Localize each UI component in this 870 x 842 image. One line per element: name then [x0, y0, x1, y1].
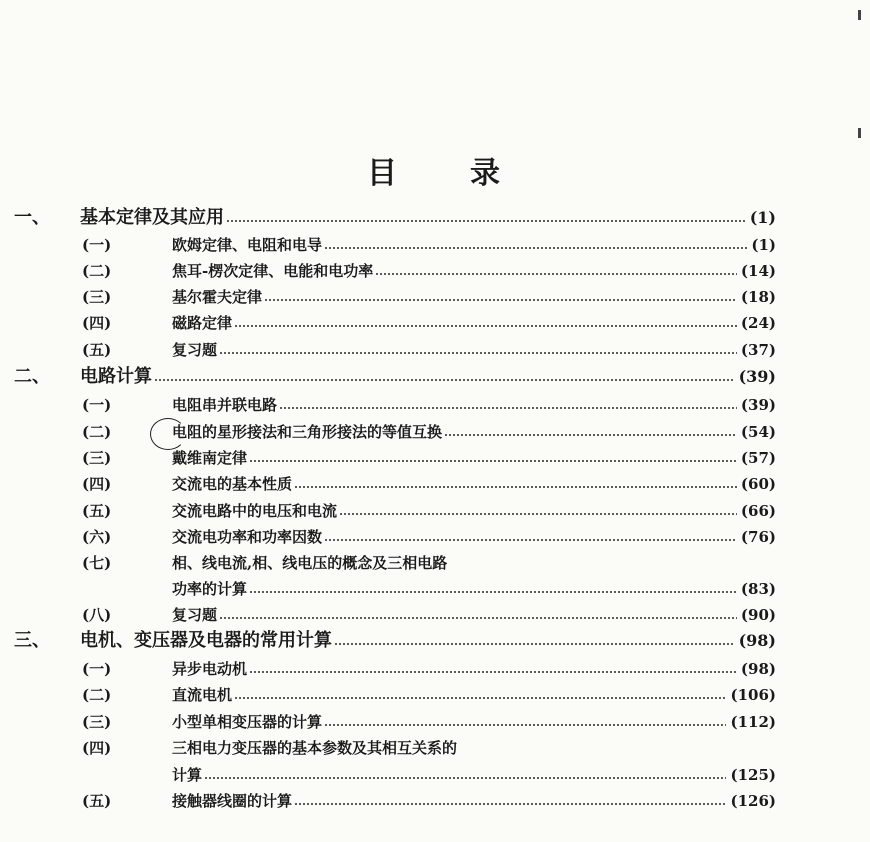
toc-section-entry	[0, 445, 870, 471]
entry-page-number: (126)	[730, 792, 776, 810]
entry-page-number: (18)	[740, 288, 776, 306]
entry-title: 电机、变压器及电器的常用计算	[80, 630, 332, 651]
toc-section-entry	[0, 284, 870, 310]
entry-number: (四)	[82, 739, 112, 757]
entry-page-number: (1)	[749, 208, 776, 227]
entry-title: 电路计算	[80, 366, 152, 387]
entry-title: 基本定律及其应用	[80, 207, 224, 228]
entry-page-number: (76)	[740, 528, 776, 546]
entry-number: (五)	[82, 792, 112, 810]
entry-title: 焦耳-楞次定律、电能和电功率	[172, 262, 374, 280]
entry-number: (三)	[82, 713, 112, 731]
entry-page-number: (37)	[740, 341, 776, 359]
leader-dots	[249, 591, 737, 593]
entry-page-number: (57)	[740, 449, 776, 467]
entry-page-number: (66)	[740, 502, 776, 520]
leader-dots	[339, 513, 737, 515]
entry-title: 欧姆定律、电阻和电导	[172, 236, 323, 254]
toc-section-entry	[0, 524, 870, 550]
leader-dots	[249, 460, 737, 462]
scan-speck	[858, 10, 861, 20]
entry-number: 二、	[14, 366, 50, 387]
leader-dots	[219, 617, 737, 619]
entry-number: (一)	[82, 396, 112, 414]
leader-dots	[219, 352, 737, 354]
leader-dots	[375, 273, 737, 275]
entry-title: 复习题	[172, 341, 218, 359]
entry-title: 交流电路中的电压和电流	[172, 502, 338, 520]
entry-title: 交流电功率和功率因数	[172, 528, 323, 546]
entry-title: 计算	[172, 766, 203, 784]
entry-number: (八)	[82, 606, 112, 624]
toc-section-entry	[0, 602, 870, 628]
entry-title: 电阻的星形接法和三角形接法的等值互换	[172, 423, 443, 441]
entry-title: 异步电动机	[172, 660, 248, 678]
entry-title: 直流电机	[172, 686, 233, 704]
entry-page-number: (24)	[740, 314, 776, 332]
leader-dots	[204, 777, 726, 779]
page-title	[0, 148, 870, 192]
entry-number: (三)	[82, 288, 112, 306]
toc-section-entry	[0, 471, 870, 497]
leader-dots	[334, 643, 735, 645]
leader-dots	[234, 697, 726, 699]
leader-dots	[294, 486, 737, 488]
entry-page-number: (125)	[730, 766, 776, 784]
toc-section-entry	[0, 682, 870, 708]
entry-title: 电阻串并联电路	[172, 396, 278, 414]
leader-dots	[226, 220, 746, 222]
toc-section-entry	[0, 392, 870, 418]
entry-number: (一)	[82, 236, 112, 254]
entry-page-number: (14)	[740, 262, 776, 280]
entry-title: 戴维南定律	[172, 449, 248, 467]
entry-page-number: (106)	[730, 686, 776, 704]
entry-number: (五)	[82, 341, 112, 359]
toc-section-entry	[0, 337, 870, 363]
leader-dots	[294, 803, 726, 805]
entry-number: (一)	[82, 660, 112, 678]
handwritten-circle-mark	[150, 418, 186, 450]
leader-dots	[154, 379, 735, 381]
toc-chapter-entry	[0, 628, 870, 654]
title-char-1: 目	[367, 156, 400, 191]
leader-dots	[444, 434, 737, 436]
entry-title: 交流电的基本性质	[172, 475, 293, 493]
scan-speck	[858, 128, 861, 138]
toc-section-entry	[0, 576, 870, 602]
toc-chapter-entry	[0, 205, 870, 231]
leader-dots	[234, 325, 737, 327]
toc-section-entry	[0, 310, 870, 336]
entry-page-number: (98)	[738, 631, 776, 650]
entry-number: (四)	[82, 314, 112, 332]
entry-page-number: (1)	[751, 236, 776, 254]
leader-dots	[324, 724, 726, 726]
entry-title: 基尔霍夫定律	[172, 288, 263, 306]
entry-page-number: (39)	[738, 367, 776, 386]
entry-page-number: (60)	[740, 475, 776, 493]
entry-page-number: (112)	[730, 713, 776, 731]
entry-page-number: (90)	[740, 606, 776, 624]
entry-number: (二)	[82, 423, 112, 441]
entry-number: (三)	[82, 449, 112, 467]
entry-number: (二)	[82, 262, 112, 280]
leader-dots	[324, 539, 737, 541]
title-char-2: 录	[470, 156, 503, 191]
entry-number: (二)	[82, 686, 112, 704]
entry-page-number: (54)	[740, 423, 776, 441]
leader-dots	[249, 671, 737, 673]
entry-number: 三、	[14, 630, 50, 651]
entry-page-number: (83)	[740, 580, 776, 598]
toc-section-entry	[0, 419, 870, 445]
entry-title: 接触器线圈的计算	[172, 792, 293, 810]
entry-page-number: (98)	[740, 660, 776, 678]
toc-section-entry	[0, 498, 870, 524]
toc-section-entry	[0, 762, 870, 788]
entry-title: 三相电力变压器的基本参数及其相互关系的	[172, 739, 458, 757]
toc-section-entry	[0, 258, 870, 284]
entry-number: (五)	[82, 502, 112, 520]
entry-title: 复习题	[172, 606, 218, 624]
leader-dots	[324, 247, 747, 249]
toc-section-entry	[0, 656, 870, 682]
entry-title: 相、线电流,相、线电压的概念及三相电路	[172, 554, 448, 572]
toc-section-entry	[0, 232, 870, 258]
toc-section-entry	[0, 709, 870, 735]
toc-section-entry	[0, 788, 870, 814]
entry-number: (六)	[82, 528, 112, 546]
entry-number: (七)	[82, 554, 112, 572]
toc-section-entry	[0, 735, 870, 761]
toc-chapter-entry	[0, 364, 870, 390]
leader-dots	[264, 299, 737, 301]
entry-page-number: (39)	[740, 396, 776, 414]
entry-title: 小型单相变压器的计算	[172, 713, 323, 731]
entry-title: 功率的计算	[172, 580, 248, 598]
entry-title: 磁路定律	[172, 314, 233, 332]
entry-number: (四)	[82, 475, 112, 493]
toc-section-entry	[0, 550, 870, 576]
entry-number: 一、	[14, 207, 50, 228]
leader-dots	[279, 407, 737, 409]
